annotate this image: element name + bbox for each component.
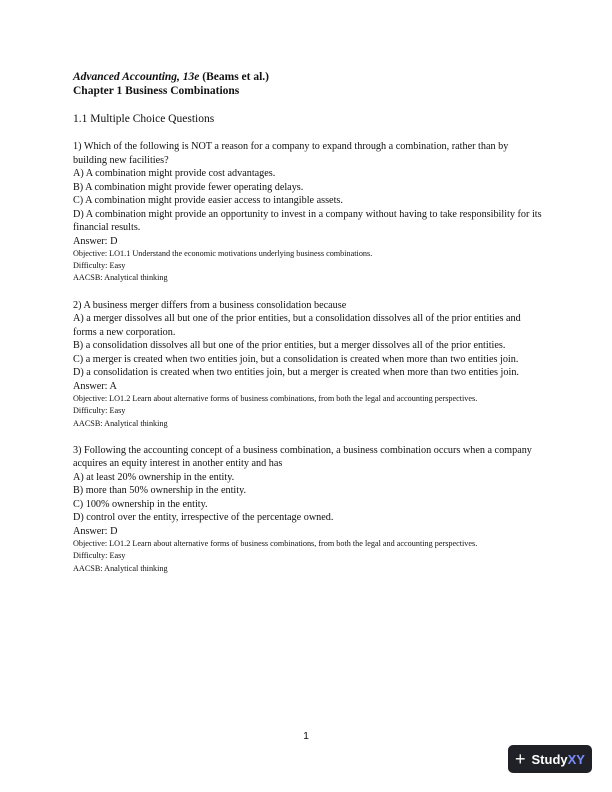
aacsb: AACSB: Analytical thinking (73, 273, 168, 283)
option-d: D) A combination might provide an opportunity to invest in a company without having to take responsibility for its financial results. (73, 208, 542, 233)
brand-main: Study (531, 751, 568, 767)
option-b: B) more than 50% ownership in the entity. (73, 485, 247, 497)
option-d: D) control over the entity, irrespective of the percentage owned. (73, 512, 334, 524)
answer: Answer: D (73, 525, 118, 537)
question-text: 3) Following the accounting concept of a business combination, a business combination occurs when a company acquires an equity interest in another entity and has (73, 444, 532, 470)
option-c: C) a merger is created when two entities join, but a consolidation is created when more than two entities join. (73, 353, 519, 365)
option-d: D) a consolidation is created when two entities join, but a merger is created when more than two entities join. (73, 367, 519, 379)
difficulty: Difficulty: Easy (73, 551, 126, 561)
plus-icon: + (515, 749, 526, 769)
aacsb: AACSB: Analytical thinking (73, 418, 168, 428)
option-c: C) 100% ownership in the entity. (73, 498, 208, 510)
aacsb: AACSB: Analytical thinking (73, 563, 168, 573)
document-page (73, 70, 543, 575)
difficulty: Difficulty: Easy (73, 261, 126, 271)
option-a: A) a merger dissolves all but one of the prior entities, but a consolidation dissolves all of the prior entities and forms a new corporation. (73, 313, 521, 338)
option-b: B) a consolidation dissolves all but one of the prior entities, but a merger dissolves all of the prior entities. (73, 340, 506, 352)
option-a: A) A combination might provide cost advantages. (73, 168, 276, 179)
answer: Answer: D (73, 235, 118, 247)
difficulty: Difficulty: Easy (73, 406, 126, 416)
question-1 (73, 140, 543, 285)
option-b: B) A combination might provide fewer operating delays. (73, 181, 304, 193)
objective: Objective: LO1.2 Learn about alternative forms of business combinations, from both the legal and accounting perspectives. (73, 394, 478, 404)
section-title: 1.1 Multiple Choice Questions (73, 113, 215, 125)
option-a: A) at least 20% ownership in the entity. (73, 471, 235, 483)
option-c: C) A combination might provide easier access to intangible assets. (73, 195, 343, 206)
book-authors: (Beams et al.) (199, 71, 270, 83)
question-text: 1) Which of the following is NOT a reason for a company to expand through a combination, rather than by building new facilities? (73, 141, 509, 166)
question-text: 2) A business merger differs from a business consolidation because (73, 299, 347, 311)
page-number: 1 (303, 730, 309, 742)
book-title-italic: Advanced Accounting, 13e (73, 71, 200, 83)
answer: Answer: A (73, 380, 117, 392)
brand-name (532, 752, 585, 767)
chapter-title: Chapter 1 Business Combinations (73, 85, 240, 97)
brand-accent: XY (567, 751, 585, 767)
book-title (73, 70, 543, 84)
objective: Objective: LO1.2 Learn about alternative forms of business combinations, from both the legal and accounting perspectives. (73, 539, 478, 549)
studyxy-badge[interactable] (508, 745, 592, 773)
question-3 (73, 444, 543, 575)
objective: Objective: LO1.1 Understand the economic motivations underlying business combinations. (73, 249, 373, 258)
question-2 (73, 299, 543, 430)
